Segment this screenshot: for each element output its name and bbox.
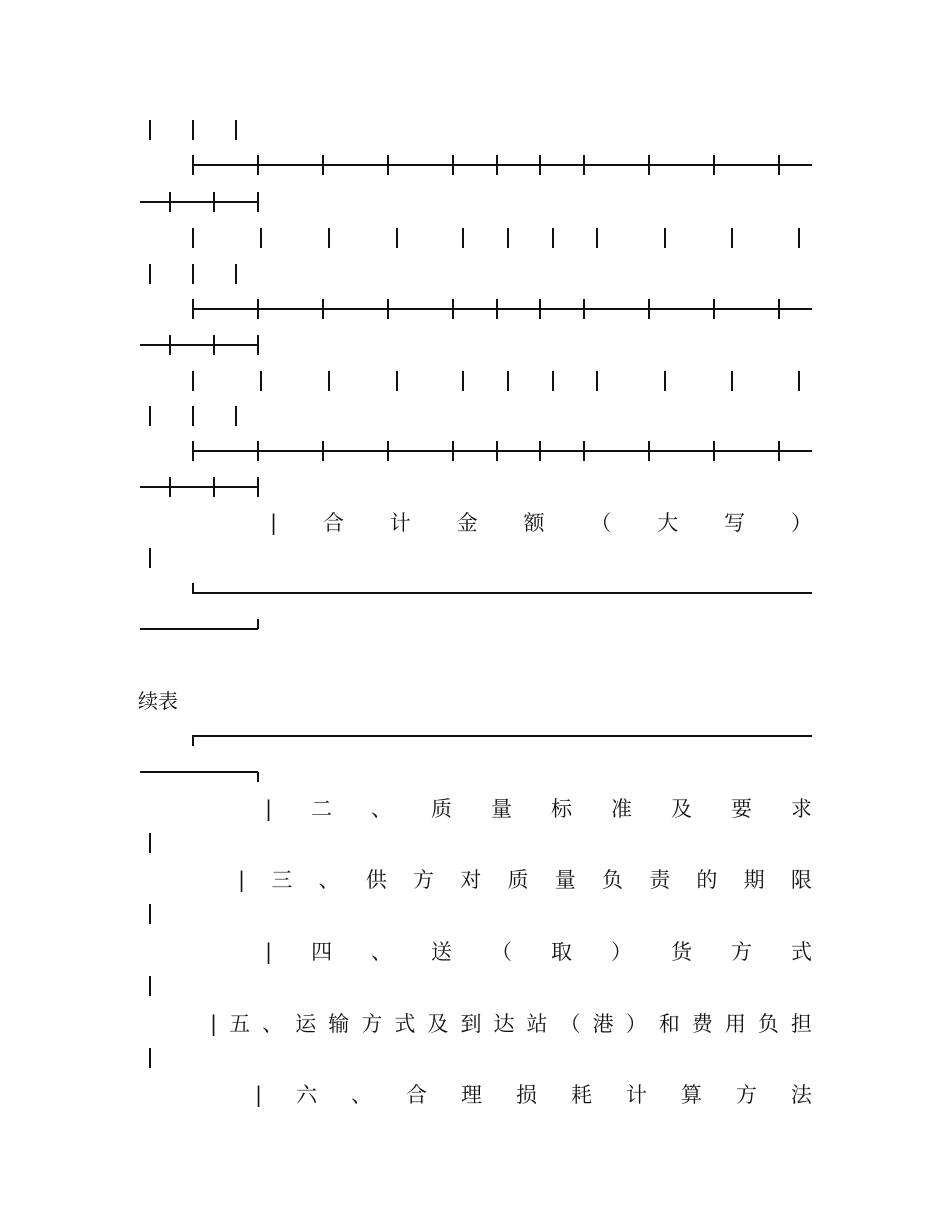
clause-char: 到 bbox=[460, 1012, 482, 1036]
clause-char: ） bbox=[625, 1012, 647, 1036]
clause-char: 质 bbox=[431, 797, 453, 821]
clause-char: 负 bbox=[757, 1012, 779, 1036]
row-left-border: | bbox=[265, 940, 273, 964]
clause-char: 标 bbox=[551, 797, 572, 821]
clause-char: 方 bbox=[361, 1012, 383, 1036]
clause-char: 、 bbox=[371, 940, 393, 964]
clause-char: 用 bbox=[724, 1012, 746, 1036]
clause-row-transport-cost bbox=[210, 1009, 812, 1039]
clause-row-quality-standard bbox=[265, 794, 812, 824]
clause-row-delivery-method bbox=[265, 937, 812, 967]
clause-char: 计 bbox=[625, 1083, 647, 1107]
clause-char: 费 bbox=[691, 1012, 713, 1036]
clause-char: 合 bbox=[406, 1083, 428, 1107]
clause-char: 、 bbox=[318, 868, 340, 892]
total-char: 大 bbox=[657, 511, 679, 535]
clause-char: 量 bbox=[491, 797, 513, 821]
clause-char: 货 bbox=[670, 940, 692, 964]
clause-char: 三 bbox=[271, 868, 293, 892]
clause-char: 期 bbox=[743, 868, 765, 892]
clause-char: 要 bbox=[730, 797, 752, 821]
clause-char: 求 bbox=[790, 797, 812, 821]
clause-char: 担 bbox=[790, 1012, 812, 1036]
clause-char: 站 bbox=[526, 1012, 548, 1036]
clause-char: 方 bbox=[730, 940, 752, 964]
clause-char: 的 bbox=[696, 868, 718, 892]
clause-char: 损 bbox=[516, 1083, 537, 1107]
clause-char: 方 bbox=[735, 1083, 757, 1107]
row-left-border: | bbox=[238, 868, 246, 892]
clause-char: 负 bbox=[601, 868, 623, 892]
clause-char: 及 bbox=[670, 797, 692, 821]
clause-char: （ bbox=[491, 940, 513, 964]
clause-char: 式 bbox=[790, 940, 812, 964]
total-char: 合 bbox=[322, 511, 344, 535]
total-char: 计 bbox=[389, 511, 411, 535]
clause-char: 、 bbox=[351, 1083, 373, 1107]
clause-char: 、 bbox=[371, 797, 393, 821]
clause-row-loss-calculation bbox=[255, 1080, 812, 1110]
clause-char: 耗 bbox=[570, 1083, 592, 1107]
row-left-border: | bbox=[270, 511, 278, 535]
clause-char: 对 bbox=[460, 868, 482, 892]
total-char: 金 bbox=[456, 511, 478, 535]
clause-char: 限 bbox=[790, 868, 812, 892]
clause-char: 达 bbox=[493, 1012, 515, 1036]
continuation-label: 续表 bbox=[138, 689, 178, 713]
row-left-border: | bbox=[210, 1012, 218, 1036]
clause-char: （ bbox=[559, 1012, 581, 1036]
total-char: 额 bbox=[523, 511, 545, 535]
clause-char: 二 bbox=[311, 797, 333, 821]
clause-char: 送 bbox=[431, 940, 453, 964]
total-amount-row bbox=[270, 508, 812, 538]
clause-char: 供 bbox=[365, 868, 387, 892]
clause-char: 、 bbox=[262, 1012, 284, 1036]
clause-char: 四 bbox=[311, 940, 333, 964]
clause-char: 责 bbox=[649, 868, 671, 892]
row-left-border: | bbox=[265, 797, 273, 821]
clause-char: 算 bbox=[680, 1083, 702, 1107]
total-char: 写 bbox=[724, 511, 746, 535]
clause-char: 式 bbox=[394, 1012, 416, 1036]
clause-char: 法 bbox=[790, 1083, 812, 1107]
total-char: （ bbox=[590, 511, 612, 535]
clause-char: 及 bbox=[427, 1012, 449, 1036]
clause-char: 港 bbox=[592, 1012, 614, 1036]
clause-char: 六 bbox=[296, 1083, 318, 1107]
clause-char: 输 bbox=[328, 1012, 350, 1036]
clause-char: ） bbox=[610, 940, 632, 964]
clause-char: 和 bbox=[658, 1012, 680, 1036]
total-char: ） bbox=[790, 511, 812, 535]
clause-char: 量 bbox=[554, 868, 576, 892]
row-left-border: | bbox=[255, 1083, 263, 1107]
clause-char: 运 bbox=[295, 1012, 317, 1036]
clause-row-quality-liability bbox=[238, 865, 812, 895]
clause-char: 准 bbox=[610, 797, 632, 821]
clause-char: 质 bbox=[507, 868, 529, 892]
clause-char: 理 bbox=[461, 1083, 483, 1107]
clause-char: 方 bbox=[413, 868, 435, 892]
clause-char: 五 bbox=[229, 1012, 251, 1036]
clause-char: 取 bbox=[551, 940, 572, 964]
